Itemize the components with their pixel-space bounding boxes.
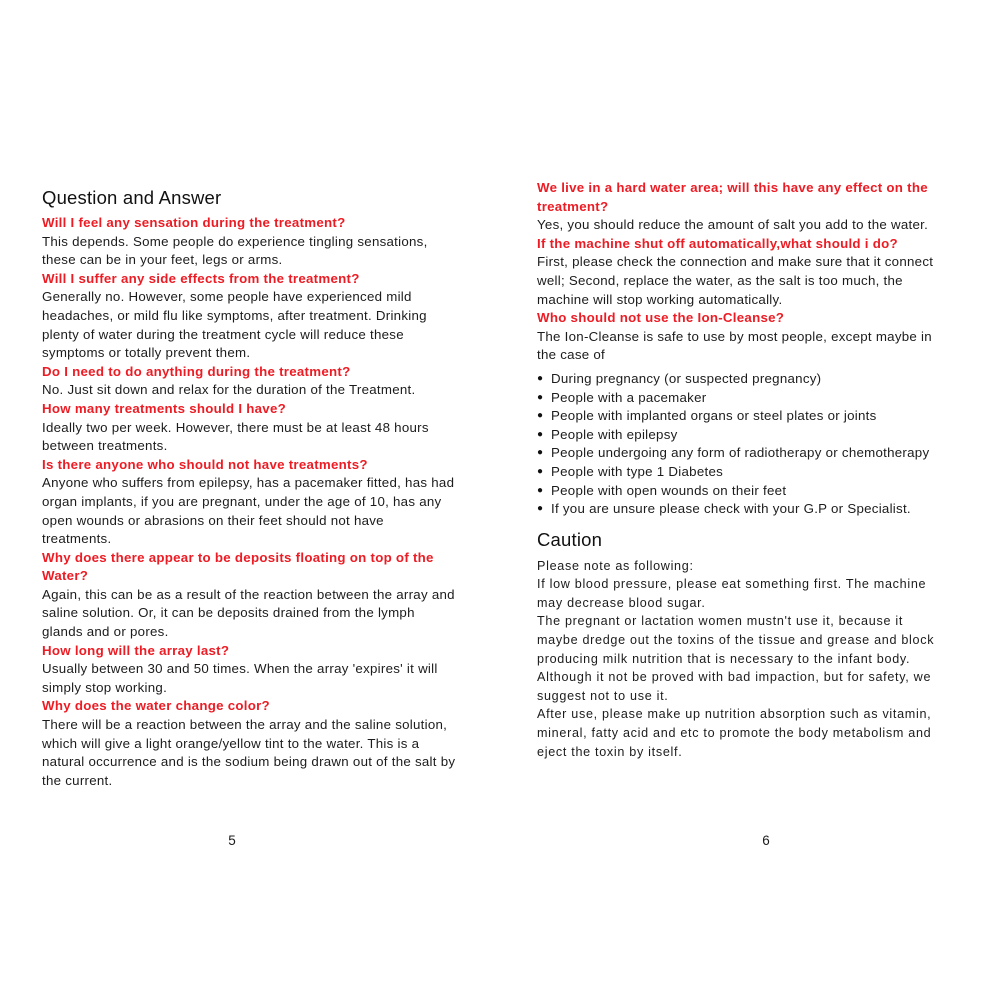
caution-paragraph: After use, please make up nutrition absorption such as vitamin, mineral, fatty acid and etc to promote the body metabolism and eject the toxin by itself. <box>537 707 932 759</box>
list-item <box>537 389 941 408</box>
qa-answer: Again, this can be as a result of the reaction between the array and saline solution. Or, it can be deposits drained from the lymph glands and or pores. <box>42 586 455 640</box>
caution-paragraph: If low blood pressure, please eat something first. The machine may decrease blood sugar. <box>537 577 927 610</box>
qa-block <box>537 179 941 365</box>
qa-section-heading: Question and Answer <box>42 187 222 208</box>
bullet-icon: ● <box>537 428 544 440</box>
left-page-column <box>42 186 456 790</box>
bullet-icon: ● <box>537 465 544 477</box>
qa-question: Do I need to do anything during the treatment? <box>42 363 351 379</box>
qa-answer: Ideally two per week. However, there must be at least 48 hours between treatments. <box>42 419 429 454</box>
list-item <box>537 500 941 519</box>
page-number-right: 6 <box>762 833 770 848</box>
list-item-text: People with type 1 Diabetes <box>551 463 724 479</box>
bullet-icon: ● <box>537 484 544 496</box>
qa-question: If the machine shut off automatically,what should i do? <box>537 235 898 251</box>
qa-block <box>42 214 456 790</box>
qa-question: How many treatments should I have? <box>42 400 287 416</box>
caution-paragraph: Please note as following: <box>537 558 694 573</box>
qa-answer: This depends. Some people do experience tingling sensations, these can be in your feet, legs or arms. <box>42 233 428 268</box>
list-item <box>537 482 941 501</box>
qa-question: How long will the array last? <box>42 642 230 658</box>
qa-question: Will I feel any sensation during the treatment? <box>42 215 346 230</box>
list-item-text: During pregnancy (or suspected pregnancy) <box>551 370 822 386</box>
list-item-text: If you are unsure please check with your G.P or Specialist. <box>551 501 911 517</box>
qa-question: We live in a hard water area; will this have any effect on the treatment? <box>537 180 928 214</box>
caution-body <box>537 557 941 762</box>
qa-answer: Usually between 30 and 50 times. When the array 'expires' it will simply stop working. <box>42 661 438 695</box>
right-page-column <box>537 179 941 761</box>
qa-question: Why does the water change color? <box>42 698 270 714</box>
contraindications-list <box>537 370 941 519</box>
bullet-icon: ● <box>537 503 544 515</box>
qa-answer: The Ion-Cleanse is safe to use by most people, except maybe in the case of <box>537 328 932 363</box>
bullet-icon: ● <box>537 391 544 403</box>
qa-answer: Generally no. However, some people have experienced mild headaches, or mild flu like symptoms, after treatment. Drinking plenty of water during the treatment cycle will reduce these symptoms or totally prevent them. <box>42 289 427 361</box>
qa-answer: Yes, you should reduce the amount of salt you add to the water. <box>537 217 929 233</box>
qa-question: Who should not use the Ion-Cleanse? <box>537 310 785 326</box>
caution-paragraph: The pregnant or lactation women mustn't use it, because it maybe dredge out the toxins of the tissue and grease and block producing milk nutrition that is necessary to the infant body. Although it not be proved with bad impaction, but for safety, we suggest not to use it. <box>537 614 935 703</box>
page-number-left: 5 <box>228 833 236 848</box>
list-item <box>537 463 941 482</box>
qa-question: Will I suffer any side effects from the treatment? <box>42 270 360 286</box>
list-item <box>537 444 941 463</box>
caution-section-heading: Caution <box>537 528 603 550</box>
bullet-icon: ● <box>537 410 544 422</box>
list-item <box>537 426 941 445</box>
list-item-text: People with epilepsy <box>551 426 678 442</box>
list-item-text: People undergoing any form of radiotherapy or chemotherapy <box>551 445 930 461</box>
list-item <box>537 370 941 389</box>
qa-question: Is there anyone who should not have treatments? <box>42 456 368 472</box>
qa-answer: First, please check the connection and make sure that it connect well; Second, replace the water, as the salt is too much, the machine will stop working automatically. <box>537 254 934 307</box>
bullet-icon: ● <box>537 372 544 384</box>
qa-answer: No. Just sit down and relax for the duration of the Treatment. <box>42 382 416 398</box>
qa-answer: There will be a reaction between the array and the saline solution, which will give a light orange/yellow tint to the water. This is a natural occurrence and is the sodium being drawn out of the salt by the current. <box>42 717 456 788</box>
list-item <box>537 407 941 426</box>
list-item-text: People with implanted organs or steel plates or joints <box>551 408 877 424</box>
bullet-icon: ● <box>537 447 544 459</box>
qa-question: Why does there appear to be deposits floating on top of the Water? <box>42 549 434 584</box>
qa-answer: Anyone who suffers from epilepsy, has a pacemaker fitted, has had organ implants, if you are pregnant, under the age of 10, has any open wounds or abrasions on their feet should not have treatments. <box>42 475 455 547</box>
list-item-text: People with a pacemaker <box>551 389 707 405</box>
list-item-text: People with open wounds on their feet <box>551 482 787 498</box>
